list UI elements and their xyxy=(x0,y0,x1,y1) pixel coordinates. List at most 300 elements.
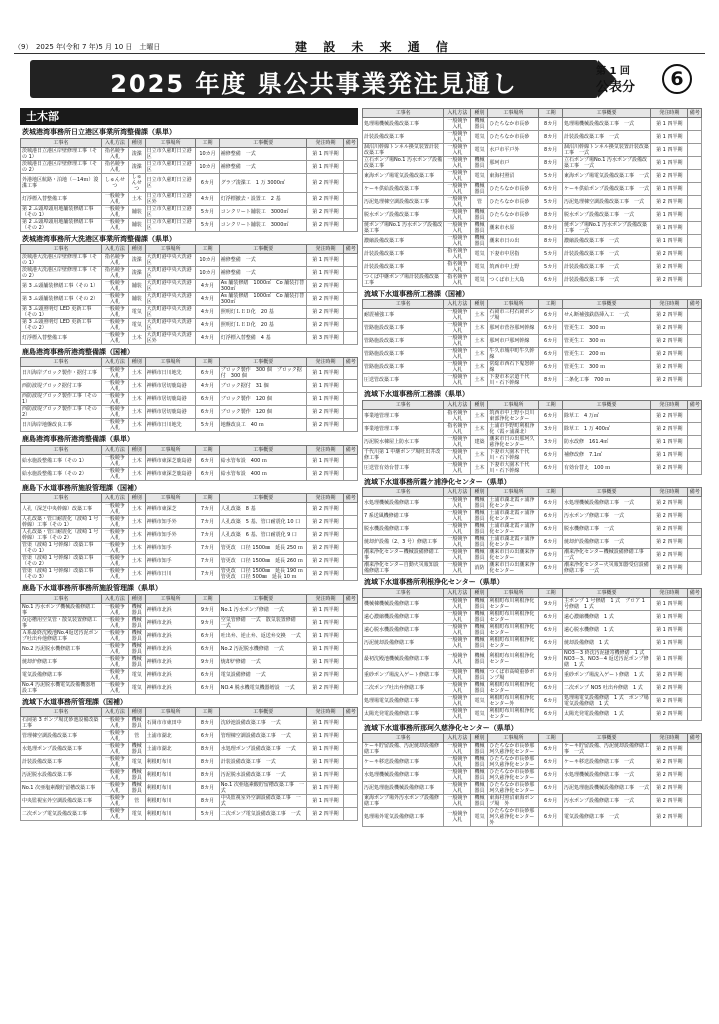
remarks-cell xyxy=(344,668,358,681)
bid-method-cell: 一般競争入札 xyxy=(444,170,471,183)
column-header-remarks: 備考 xyxy=(345,139,356,146)
bid-method-cell: 一般競争入札 xyxy=(101,380,128,393)
work-summary-cell: 補修整備 一式 xyxy=(219,266,307,279)
work-location-cell: 潮来市日の出潮来浄化センター xyxy=(488,549,539,562)
order-timing-cell: 第 1 四半期 xyxy=(307,755,344,768)
order-timing-cell: 第 2 四半期 xyxy=(651,755,688,768)
table-row xyxy=(21,729,358,742)
column-header-work-type: 種別 xyxy=(471,109,488,118)
order-timing-cell: 第 2 四半期 xyxy=(307,173,344,192)
table-row xyxy=(363,183,702,196)
schedule-table xyxy=(20,138,358,232)
remarks-cell xyxy=(688,309,702,322)
order-timing-cell: 第 2 四半期 xyxy=(307,529,344,542)
remarks-cell xyxy=(688,807,702,826)
column-header-bid-method: 入札方法 xyxy=(101,138,128,147)
remarks-cell xyxy=(344,716,358,729)
remarks-cell xyxy=(688,157,702,170)
work-name-cell: 脱水ポンプ設備改築工事 xyxy=(363,209,444,222)
order-timing-cell: 第 1 四半期 xyxy=(651,448,688,461)
work-type-cell: 舗装 xyxy=(128,292,145,305)
table-header-row xyxy=(363,488,702,497)
order-timing-cell: 第 2 四半期 xyxy=(651,170,688,183)
order-timing-cell: 第 2 四半期 xyxy=(651,374,688,387)
bid-method-cell: 一般競争入札 xyxy=(444,636,471,649)
work-location-cell: 大洗町港中央大洗港区 xyxy=(145,292,196,305)
work-period-cell: 7カ月 xyxy=(196,516,220,529)
bid-method-cell: 一般競争入札 xyxy=(444,309,471,322)
column-header-work-location: 工事場所 xyxy=(145,358,196,367)
bid-method-cell: 一般競争入札 xyxy=(101,668,128,681)
column-header-work-location: 工事場所 xyxy=(488,588,539,597)
work-type-cell: 舗装 xyxy=(128,205,145,218)
remarks-cell xyxy=(344,568,358,581)
work-summary-cell: 給水管布設 400 ｍ xyxy=(219,467,307,480)
remarks-cell xyxy=(344,305,358,318)
office-heading: 鹿島下水道事務所事務所施設管理課（県単） xyxy=(22,584,162,593)
work-location-cell: 神栖市北浜 xyxy=(145,642,196,655)
work-type-cell: 土木 xyxy=(471,322,488,335)
column-header-work-period: 工期 xyxy=(539,109,563,118)
work-location-cell: 利根町布川利根浄化センター xyxy=(488,681,539,694)
work-type-cell: 機械器具 xyxy=(471,536,488,549)
work-type-cell: 土木 xyxy=(471,461,488,474)
table-row xyxy=(363,248,702,261)
work-name-cell: 人孔改築・管口耐震化（波崎 1 号幹線）工事（その 1） xyxy=(21,516,102,529)
work-summary-cell: 人孔改築 5 基、管口耐震化 10 口 xyxy=(219,516,307,529)
remarks-cell xyxy=(344,603,358,616)
table-row xyxy=(363,222,702,235)
work-period-cell: 6カ月 xyxy=(196,668,220,681)
order-timing-cell: 第 2 四半期 xyxy=(651,681,688,694)
table-row xyxy=(363,235,702,248)
work-name-cell: 東海ポンプ場外汚水ポンプ設備修繕工事 xyxy=(363,794,444,807)
work-type-cell: 土木 xyxy=(471,448,488,461)
column-header-work-location: 工事場所 xyxy=(488,400,539,409)
remarks-cell xyxy=(344,266,358,279)
column-header-work-name: 工事名 xyxy=(363,109,444,118)
work-summary-cell: ブロック製作 120 個 xyxy=(219,406,307,419)
column-header-work-period: 工期 xyxy=(196,594,220,603)
work-period-cell: 10カ月 xyxy=(196,160,220,173)
order-timing-cell: 第 1 四半期 xyxy=(307,380,344,393)
schedule-table xyxy=(362,487,702,575)
work-summary-cell: 重砂ポンプ場流入ゲート修繕 1 式 xyxy=(562,668,650,681)
order-timing-cell: 第 2 四半期 xyxy=(651,409,688,422)
section-title: 土木部 xyxy=(20,108,358,125)
table-row xyxy=(21,292,358,305)
order-timing-cell: 第 1 四半期 xyxy=(307,367,344,380)
table-row xyxy=(21,642,358,655)
work-type-cell: 電気 xyxy=(128,681,145,694)
work-location-cell: 東海村照沼 xyxy=(488,170,539,183)
bid-method-cell: 一般競争入札 xyxy=(444,536,471,549)
work-period-cell: 5カ月 xyxy=(539,196,563,209)
work-type-cell: 舗装 xyxy=(128,218,145,231)
remarks-cell xyxy=(688,610,702,623)
work-name-cell: 計装設備改築工事 xyxy=(363,261,444,274)
order-timing-cell: 第 1 四半期 xyxy=(651,209,688,222)
schedule-table xyxy=(362,733,702,827)
work-name-cell: 処理場外電気設備修繕工事 xyxy=(363,807,444,826)
bid-method-cell: 一般競争入札 xyxy=(101,192,128,205)
work-type-cell: 土木 xyxy=(128,331,145,344)
work-period-cell: 8カ月 xyxy=(539,222,563,235)
table-row xyxy=(363,636,702,649)
work-name-cell: 事業地管理工事 xyxy=(363,422,444,435)
bid-method-cell: 一般競争入札 xyxy=(101,529,128,542)
work-type-cell: 管 xyxy=(128,794,145,807)
work-name-cell: 管路施設改築工事 xyxy=(363,335,444,348)
work-period-cell: 6カ月 xyxy=(539,742,563,755)
remarks-cell xyxy=(688,335,702,348)
work-period-cell: 6カ月 xyxy=(539,523,563,536)
remarks-cell xyxy=(688,196,702,209)
work-type-cell: 電気 xyxy=(471,694,488,707)
work-location-cell: ひたちなか市長砂 xyxy=(488,131,539,144)
bid-method-cell: 一般競争入札 xyxy=(444,183,471,196)
table-row xyxy=(21,768,358,781)
table-header-row xyxy=(363,300,702,309)
table-row xyxy=(21,629,358,642)
work-type-cell: 機械器具 xyxy=(471,523,488,536)
bid-method-cell: 一般競争入札 xyxy=(101,768,128,781)
order-timing-cell: 第 1 四半期 xyxy=(651,623,688,636)
work-period-cell: 6カ月 xyxy=(539,636,563,649)
table-row xyxy=(363,274,702,287)
order-timing-cell: 第 1 四半期 xyxy=(307,742,344,755)
title-banner xyxy=(30,60,598,98)
work-type-cell: 電気 xyxy=(471,707,488,720)
bid-method-cell: 一般競争入札 xyxy=(444,649,471,668)
schedule-table xyxy=(20,707,358,821)
column-header-work-name: 工事名 xyxy=(363,588,444,597)
work-name-cell: 茨城港大洗港区岸壁修理工事（その 2） xyxy=(21,266,102,279)
remarks-cell xyxy=(688,636,702,649)
table-row xyxy=(363,597,702,610)
newspaper-name: 建 設 未 来 通 信 xyxy=(295,40,454,54)
table-row xyxy=(21,467,358,480)
order-timing-cell: 第 2 四半期 xyxy=(651,549,688,562)
work-location-cell: 神栖市北浜 xyxy=(145,616,196,629)
work-summary-cell: 立石ポンプ場No.1 汚水ポンプ設備改築工事 一式 xyxy=(562,157,650,170)
work-type-cell: 電気 xyxy=(128,755,145,768)
bid-method-cell: 一般競争入札 xyxy=(444,196,471,209)
work-name-cell: 立石ポンプ場No.1 汚水ポンプ設備改築工事 xyxy=(364,157,443,169)
bid-method-cell: 一般競争入札 xyxy=(101,467,128,480)
column-header-remarks: 備考 xyxy=(345,595,356,602)
column-header-work-location: 工事場所 xyxy=(488,488,539,497)
work-period-cell: 5カ月 xyxy=(196,419,220,432)
work-summary-cell: No.2 汚泥脱水機修繕 一式 xyxy=(219,642,307,655)
work-period-cell: 6カ月 xyxy=(539,768,563,781)
office-heading: 流域下水道事務所利根浄化センター（県単） xyxy=(364,578,504,587)
bid-method-cell: 指名競争入札 xyxy=(444,274,471,287)
office-heading: 鹿島港湾事務所港湾整備課（国補） xyxy=(22,347,134,356)
bid-method-cell: 一般競争入札 xyxy=(101,419,128,432)
work-summary-cell: 計装設備改築工事 一式 xyxy=(562,261,650,274)
bid-method-cell: 一般競争入札 xyxy=(101,542,128,555)
order-timing-cell: 第 1 四半期 xyxy=(307,768,344,781)
column-header-remarks: 備考 xyxy=(689,489,700,496)
work-period-cell: 6カ月 xyxy=(196,642,220,655)
work-period-cell: 8カ月 xyxy=(539,131,563,144)
order-timing-cell: 第 1 四半期 xyxy=(307,603,344,616)
order-timing-cell: 第 2 四半期 xyxy=(651,361,688,374)
bid-method-cell: 一般競争入札 xyxy=(101,642,128,655)
work-period-cell: 6カ月 xyxy=(196,454,220,467)
order-timing-cell: 第 2 四半期 xyxy=(651,461,688,474)
work-location-cell: 大洗町港中央大洗港区外 xyxy=(145,331,196,344)
bid-method-cell: 一般競争入札 xyxy=(444,157,471,170)
table-row xyxy=(363,209,702,222)
column-header-order-timing: 発注時期 xyxy=(651,300,688,309)
column-header-remarks: 備考 xyxy=(345,359,356,366)
bid-method-cell: 一般競争入札 xyxy=(444,131,471,144)
work-location-cell: 日立市久慈町日立港区 xyxy=(145,205,196,218)
work-type-cell: 機械器具 xyxy=(471,623,488,636)
work-period-cell: 6カ月 xyxy=(539,497,563,510)
work-location-cell: 日立市久慈町日立港区 xyxy=(145,147,196,160)
schedule-table xyxy=(20,594,358,695)
work-summary-cell: 脱水ポンプ設備改築工事 一式 xyxy=(562,209,650,222)
bid-method-cell: 一般競争入札 xyxy=(101,279,128,292)
work-type-cell: 機械器具 xyxy=(471,636,488,649)
column-header-remarks: 備考 xyxy=(689,401,700,408)
work-period-cell: 6カ月 xyxy=(539,781,563,794)
column-header-work-type: 種別 xyxy=(471,488,488,497)
work-name-cell: 第 2 ふ頭埠頭用地舗装修繕工事（その 2） xyxy=(21,218,102,231)
remarks-cell xyxy=(688,235,702,248)
table-row xyxy=(363,144,702,157)
work-type-cell: 機械器具 xyxy=(471,157,488,170)
work-summary-cell: グラブ浚渫工 1 万 3000㎥ xyxy=(219,173,307,192)
work-summary-cell: 主ポンプ 1 号修繕 1 式 ブロア 1 号修繕 1 式 xyxy=(562,597,650,610)
work-type-cell: 土木 xyxy=(128,529,145,542)
table-row xyxy=(21,367,358,380)
column-header-work-location: 工事場所 xyxy=(145,707,196,716)
work-period-cell: 9カ月 xyxy=(539,649,563,668)
column-header-work-type: 種別 xyxy=(471,300,488,309)
column-header-work-period: 工期 xyxy=(539,300,563,309)
order-timing-cell: 第 2 四半期 xyxy=(651,781,688,794)
work-name-cell: 中央監視室外空調設備改築工事 xyxy=(21,794,102,807)
bid-method-cell: 一般競争入札 xyxy=(444,235,471,248)
remarks-cell xyxy=(344,542,358,555)
work-period-cell: 4カ月 xyxy=(196,331,220,344)
series-badge xyxy=(592,62,704,98)
bid-method-cell: 一般競争入札 xyxy=(444,361,471,374)
order-timing-cell: 第 2 四半期 xyxy=(307,279,344,292)
work-period-cell: 6カ月 xyxy=(539,510,563,523)
work-type-cell: 浚渫 xyxy=(128,147,145,160)
work-summary-cell: 防水改修 161.4㎡ xyxy=(562,435,650,448)
work-summary-cell: 濃縮設備改築工事 一式 xyxy=(562,235,650,248)
work-location-cell: 神栖市居切鹿島港 xyxy=(145,380,196,393)
work-location-cell: 大洗町港中央大洗港区 xyxy=(145,305,196,318)
bid-method-cell: 一般競争入札 xyxy=(101,616,128,629)
work-summary-cell: 人孔改築 6 基、管口耐震化 9 口 xyxy=(219,529,307,542)
work-name-cell: 脱水機設備修繕工事 xyxy=(363,523,444,536)
remarks-cell xyxy=(688,248,702,261)
remarks-cell xyxy=(344,681,358,694)
work-summary-cell: 計装設備改築工事 一式 xyxy=(562,274,650,287)
order-timing-cell: 第 2 四半期 xyxy=(307,205,344,218)
column-header-work-summary: 工事概要 xyxy=(219,494,307,503)
remarks-cell xyxy=(344,192,358,205)
remarks-cell xyxy=(344,503,358,516)
work-type-cell: 土木 xyxy=(128,568,145,581)
bid-method-cell: 一般競争入札 xyxy=(444,322,471,335)
order-timing-cell: 第 2 四半期 xyxy=(307,406,344,419)
work-name-cell: 西防波堤ブロック製作工事（その 1） xyxy=(21,393,102,406)
table-row xyxy=(363,707,702,720)
order-timing-cell: 第 2 四半期 xyxy=(307,668,344,681)
column-header-bid-method: 入札方法 xyxy=(444,300,471,309)
remarks-cell xyxy=(688,183,702,196)
work-name-cell: 給水施設整備工事（その 1） xyxy=(21,454,102,467)
column-header-work-summary: 工事概要 xyxy=(562,733,650,742)
order-timing-cell: 第 2 四半期 xyxy=(307,305,344,318)
work-type-cell: 機械器具 xyxy=(128,642,145,655)
work-location-cell: 石岡市市東田中 xyxy=(145,716,196,729)
work-type-cell: 機械器具 xyxy=(471,681,488,694)
table-row xyxy=(363,374,702,387)
bid-method-cell: 一般競争入札 xyxy=(444,209,471,222)
table-row xyxy=(21,655,358,668)
order-timing-cell: 第 1 四半期 xyxy=(651,435,688,448)
remarks-cell xyxy=(688,118,702,131)
work-summary-cell: コンクリート舗装工 3000㎡ xyxy=(219,218,307,231)
work-name-cell: 日川海岸ブロック製作・据付工事 xyxy=(21,367,102,380)
work-name-cell: 灯浮標入替整備工事 xyxy=(21,331,102,344)
bid-method-cell: 一般競争入札 xyxy=(101,205,128,218)
work-summary-cell: 沈砂池設備改築工事 一式 xyxy=(219,716,307,729)
table-row xyxy=(363,623,702,636)
work-type-cell: 機械器具 xyxy=(471,649,488,668)
work-period-cell: 6カ月 xyxy=(539,707,563,720)
bid-method-cell: 一般競争入札 xyxy=(444,523,471,536)
work-type-cell: 電気 xyxy=(471,274,488,287)
work-summary-cell: 汚水ポンプ修繕工事 一式 xyxy=(562,510,650,523)
column-header-bid-method: 入札方法 xyxy=(444,588,471,597)
bid-method-cell: 指名競争入札 xyxy=(444,409,471,422)
table-row xyxy=(21,218,358,231)
remarks-cell xyxy=(688,461,702,474)
order-timing-cell: 第 1 四半期 xyxy=(307,655,344,668)
work-type-cell: 土木 xyxy=(128,393,145,406)
order-timing-cell: 第 2 四半期 xyxy=(651,196,688,209)
work-period-cell: 4カ月 xyxy=(196,380,220,393)
work-period-cell: 7カ月 xyxy=(196,542,220,555)
work-name-cell: 管路施設改築工事 xyxy=(363,361,444,374)
work-name-cell: 二次ポンプ電気設備改築工事 xyxy=(21,807,102,820)
work-type-cell: 管 xyxy=(471,196,488,209)
column-header-work-period: 工期 xyxy=(539,733,563,742)
work-type-cell: 浚渫 xyxy=(128,253,145,266)
remarks-cell xyxy=(688,131,702,144)
work-summary-cell: 焼却炉設備修繕工事 一式 xyxy=(562,536,650,549)
table-row xyxy=(363,422,702,435)
bid-method-cell: 一般競争入札 xyxy=(444,597,471,610)
order-timing-cell: 第 1 四半期 xyxy=(651,222,688,235)
work-location-cell: ひたちなか市長砂那珂久慈浄化センター xyxy=(488,755,539,768)
bid-method-cell: 一般競争入札 xyxy=(101,318,128,331)
work-period-cell: 8カ月 xyxy=(539,118,563,131)
column-header-remarks: 備考 xyxy=(689,110,700,116)
table-header-row xyxy=(21,707,358,716)
work-type-cell: 電気 xyxy=(471,144,488,157)
remarks-cell xyxy=(688,597,702,610)
work-type-cell: 機械器具 xyxy=(128,603,145,616)
remarks-cell xyxy=(688,144,702,157)
column-header-bid-method: 入札方法 xyxy=(444,400,471,409)
work-type-cell: 土木 xyxy=(128,516,145,529)
work-name-cell: 圧送管有効台替工事 xyxy=(363,461,444,474)
order-timing-cell: 第 1 四半期 xyxy=(307,716,344,729)
bid-method-cell: 指名競争入札 xyxy=(444,422,471,435)
column-header-order-timing: 発注時期 xyxy=(651,588,688,597)
column-header-order-timing: 発注時期 xyxy=(307,494,344,503)
column-header-work-type: 種別 xyxy=(471,733,488,742)
bid-method-cell: 一般競争入札 xyxy=(444,742,471,755)
remarks-cell xyxy=(688,222,702,235)
table-row xyxy=(21,555,358,568)
work-name-cell: 第 3 ふ頭舗装修繕工事（その 1） xyxy=(21,279,102,292)
work-type-cell: 消防 xyxy=(471,562,488,575)
column-header-work-summary: 工事概要 xyxy=(562,488,650,497)
order-timing-cell: 第 2 四半期 xyxy=(307,419,344,432)
work-type-cell: 土木 xyxy=(128,367,145,380)
work-period-cell: 6カ月 xyxy=(196,729,220,742)
order-timing-cell: 第 2 四半期 xyxy=(651,562,688,575)
column-header-order-timing: 発注時期 xyxy=(307,358,344,367)
work-summary-cell: 照明灯ＬＥＤ化 20 基 xyxy=(219,318,307,331)
order-timing-cell: 第 1 四半期 xyxy=(651,597,688,610)
column-header-work-location: 工事場所 xyxy=(145,594,196,603)
table-header-row xyxy=(21,594,358,603)
remarks-cell xyxy=(344,807,358,820)
work-summary-cell: 電気設備修繕 一式 xyxy=(219,668,307,681)
remarks-cell xyxy=(688,549,702,562)
bid-method-cell: 一般競争入札 xyxy=(444,794,471,807)
remarks-cell xyxy=(688,742,702,755)
work-summary-cell: 潮来浄化センター火災報知器受信設備修繕工事 一式 xyxy=(563,562,649,575)
remarks-cell xyxy=(688,448,702,461)
work-type-cell: 土木 xyxy=(128,454,145,467)
table-row xyxy=(363,409,702,422)
work-type-cell: 機械器具 xyxy=(471,597,488,610)
bid-method-cell: 指名競争入札 xyxy=(101,147,128,160)
work-type-cell: 機械器具 xyxy=(128,716,145,729)
table-row xyxy=(363,170,702,183)
work-location-cell: ひたちなか市長砂 xyxy=(488,209,539,222)
table-row xyxy=(21,529,358,542)
work-period-cell: 8カ月 xyxy=(539,157,563,170)
bid-method-cell: 一般競争入札 xyxy=(444,668,471,681)
order-timing-cell: 第 1 四半期 xyxy=(307,253,344,266)
order-timing-cell: 第 2 四半期 xyxy=(651,261,688,274)
order-timing-cell: 第 2 四半期 xyxy=(307,681,344,694)
work-type-cell: 電気 xyxy=(471,131,488,144)
right-column xyxy=(362,108,702,829)
column-header-work-type: 種別 xyxy=(128,244,145,253)
order-timing-cell: 第 1 四半期 xyxy=(651,610,688,623)
office-heading: 鹿島港湾事務所港湾整備課（県単） xyxy=(22,435,134,444)
work-summary-cell: NO.4 脱水機電気機器増設 一式 xyxy=(219,681,307,694)
column-header-work-name: 工事名 xyxy=(21,138,102,147)
column-header-work-summary: 工事概要 xyxy=(219,594,307,603)
